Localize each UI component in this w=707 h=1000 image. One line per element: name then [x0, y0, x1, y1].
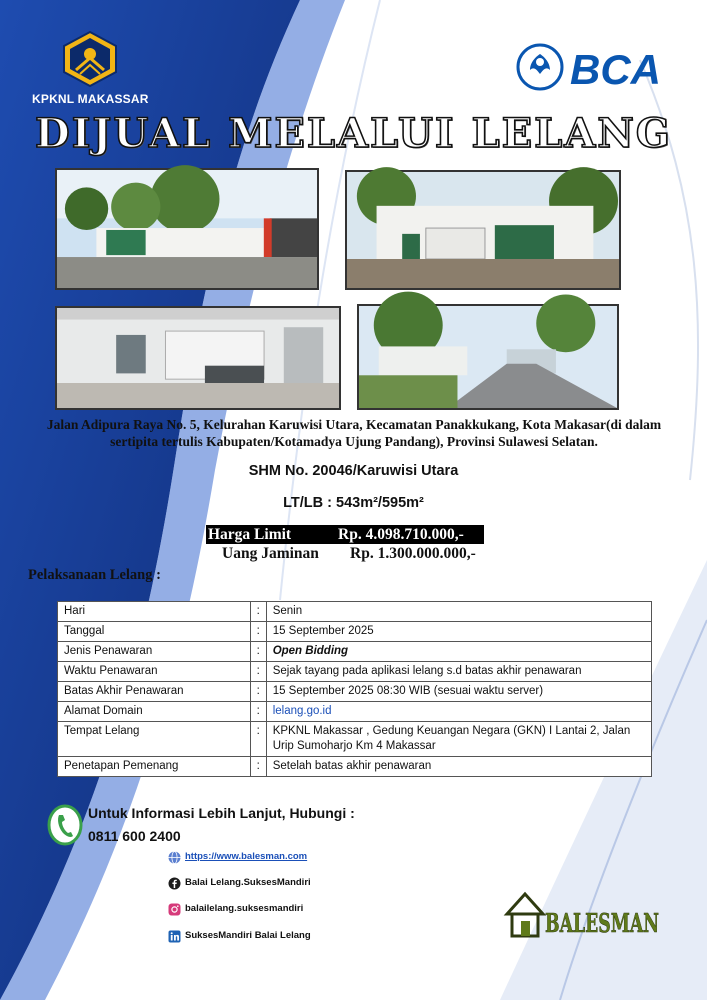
- property-photo-front-wall: [55, 168, 319, 290]
- uang-jaminan-value: Rp. 1.300.000.000,-: [350, 545, 476, 562]
- property-photo-gate: [345, 170, 621, 290]
- harga-limit: [206, 525, 484, 544]
- row-separator: :: [250, 662, 266, 682]
- pelaksanaan-heading: Pelaksanaan Lelang :: [28, 567, 161, 583]
- linkedin-text[interactable]: SuksesMandiri Balai Lelang: [185, 930, 311, 941]
- table-row: [58, 622, 652, 642]
- row-key: Tanggal: [58, 622, 251, 642]
- uang-jaminan: [222, 544, 502, 563]
- instagram-text[interactable]: balailelang.suksesmandiri: [185, 903, 304, 914]
- linkedin-icon: [168, 930, 181, 943]
- row-value: Senin: [266, 602, 651, 622]
- row-value: KPKNL Makassar , Gedung Keuangan Negara (GKN) I Lantai 2, Jalan Urip Sumoharjo Km 4 Makassar: [266, 722, 651, 757]
- table-row: [58, 682, 652, 702]
- harga-limit-value: Rp. 4.098.710.000,-: [338, 526, 464, 543]
- row-separator: :: [250, 682, 266, 702]
- row-separator: :: [250, 722, 266, 757]
- bca-logo-icon: [516, 40, 676, 94]
- row-key: Batas Akhir Penawaran: [58, 682, 251, 702]
- table-row: [58, 602, 652, 622]
- property-address: Jalan Adipura Raya No. 5, Kelurahan Karuwisi Utara, Kecamatan Panakkukang, Kota Makasar(di dalam sertipita tertulis Kabupaten/Kotamadya Ujung Pandang), Provinsi Sulawesi Selatan.: [46, 417, 662, 449]
- table-row: [58, 642, 652, 662]
- row-key: Jenis Penawaran: [58, 642, 251, 662]
- table-row: [58, 662, 652, 682]
- row-key: Alamat Domain: [58, 702, 251, 722]
- harga-limit-label: Harga Limit: [208, 526, 292, 543]
- phone-icon: [48, 805, 82, 845]
- website-text[interactable]: https://www.balesman.com: [185, 851, 308, 862]
- table-row: [58, 722, 652, 757]
- row-value: 15 September 2025: [266, 622, 651, 642]
- shm-number: SHM No. 20046/Karuwisi Utara: [248, 463, 459, 479]
- globe-icon: [168, 851, 181, 864]
- balesman-text: BALESMAN: [545, 909, 659, 939]
- row-key: Penetapan Pemenang: [58, 757, 251, 777]
- row-value: Sejak tayang pada aplikasi lelang s.d batas akhir penawaran: [266, 662, 651, 682]
- row-key: Tempat Lelang: [58, 722, 251, 757]
- row-separator: :: [250, 757, 266, 777]
- table-row: [58, 757, 652, 777]
- contact-phone[interactable]: 0811 600 2400: [88, 828, 181, 844]
- kemenkeu-emblem-icon: [58, 30, 122, 88]
- row-value: 15 September 2025 08:30 WIB (sesuai waktu server): [266, 682, 651, 702]
- website-link[interactable]: [168, 850, 307, 866]
- instagram-link[interactable]: [168, 902, 303, 918]
- bca-text: BCA: [570, 46, 661, 93]
- row-separator: :: [250, 702, 266, 722]
- land-building-area: LT/LB : 543m²/595m²: [283, 495, 424, 511]
- house-logo-icon: [503, 888, 663, 944]
- page-title: DIJUAL MELALUI LELANG: [35, 110, 672, 157]
- row-separator: :: [250, 642, 266, 662]
- row-separator: :: [250, 602, 266, 622]
- property-photo-street: [357, 304, 619, 410]
- instagram-icon: [168, 903, 181, 916]
- property-photo-interior: [55, 306, 341, 410]
- facebook-icon: [168, 877, 181, 890]
- schedule-table: [57, 601, 652, 777]
- domain-link[interactable]: lelang.go.id: [266, 702, 651, 722]
- row-separator: :: [250, 622, 266, 642]
- row-value: Open Bidding: [266, 642, 651, 662]
- facebook-link[interactable]: [168, 876, 311, 892]
- uang-jaminan-label: Uang Jaminan: [222, 545, 319, 562]
- contact-title: Untuk Informasi Lebih Lanjut, Hubungi :: [88, 805, 355, 821]
- row-key: Hari: [58, 602, 251, 622]
- row-key: Waktu Penawaran: [58, 662, 251, 682]
- linkedin-link[interactable]: [168, 929, 311, 945]
- row-value: Setelah batas akhir penawaran: [266, 757, 651, 777]
- facebook-text[interactable]: Balai Lelang.SuksesMandiri: [185, 877, 311, 888]
- kpknl-label: KPKNL MAKASSAR: [32, 92, 149, 106]
- table-row: [58, 702, 652, 722]
